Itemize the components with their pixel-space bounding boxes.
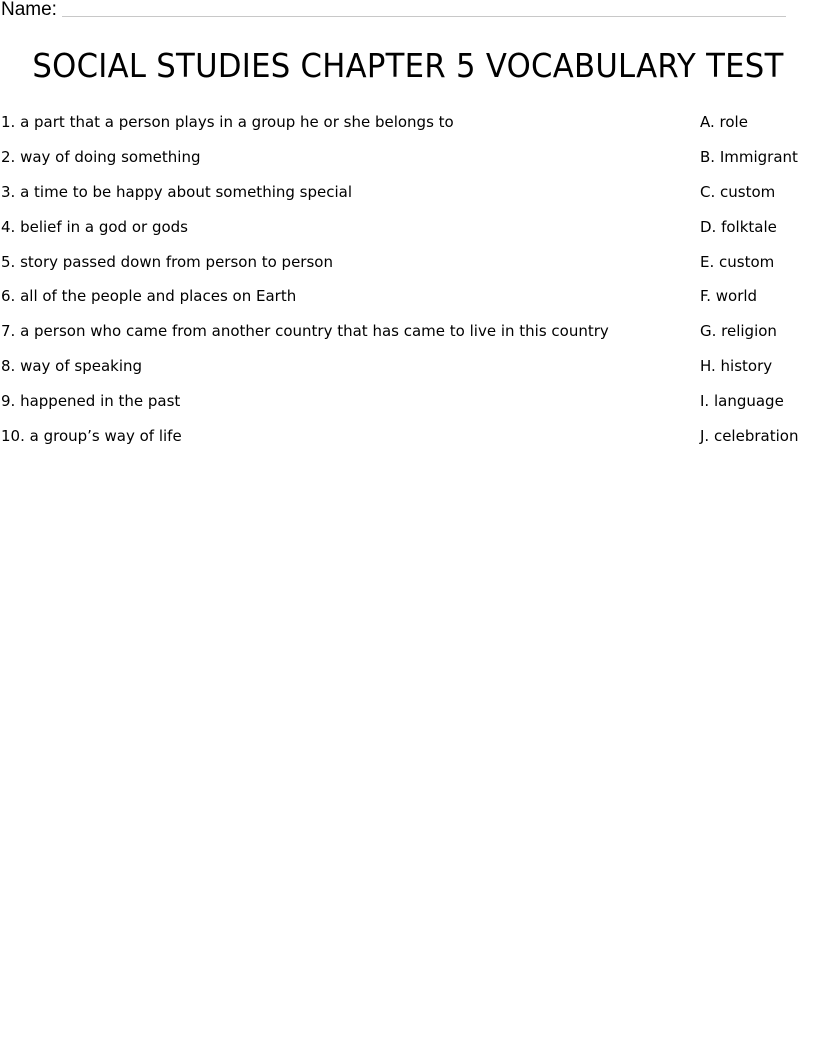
name-label: Name:	[1, 0, 57, 20]
question-item: 2. way of doing something	[1, 147, 201, 166]
question-item: 6. all of the people and places on Earth	[1, 287, 297, 306]
answer-list	[700, 111, 814, 460]
answer-item: B. Immigrant	[700, 147, 798, 166]
question-item: 4. belief in a god or gods	[1, 217, 188, 236]
name-line	[62, 16, 786, 17]
question-list	[1, 111, 681, 460]
answer-item: D. folktale	[700, 217, 777, 236]
answer-item: I. language	[700, 392, 784, 411]
question-item: 9. happened in the past	[1, 392, 181, 411]
name-row	[0, 0, 790, 22]
answer-item: E. custom	[700, 252, 775, 271]
question-item: 7. a person who came from another country that has came to live in this country	[1, 322, 609, 341]
question-item: 3. a time to be happy about something special	[1, 182, 352, 201]
answer-item: H. history	[700, 357, 773, 376]
answer-item: F. world	[700, 287, 758, 306]
question-item: 5. story passed down from person to person	[1, 252, 333, 271]
question-item: 8. way of speaking	[1, 357, 143, 376]
answer-item: C. custom	[700, 182, 776, 201]
answer-item: J. celebration	[700, 427, 799, 446]
page-title: SOCIAL STUDIES CHAPTER 5 VOCABULARY TEST	[32, 46, 784, 85]
question-item: 1. a part that a person plays in a group he or she belongs to	[1, 113, 454, 131]
answer-item: G. religion	[700, 322, 777, 341]
question-item: 10. a group’s way of life	[1, 427, 182, 446]
answer-item: A. role	[700, 113, 748, 131]
